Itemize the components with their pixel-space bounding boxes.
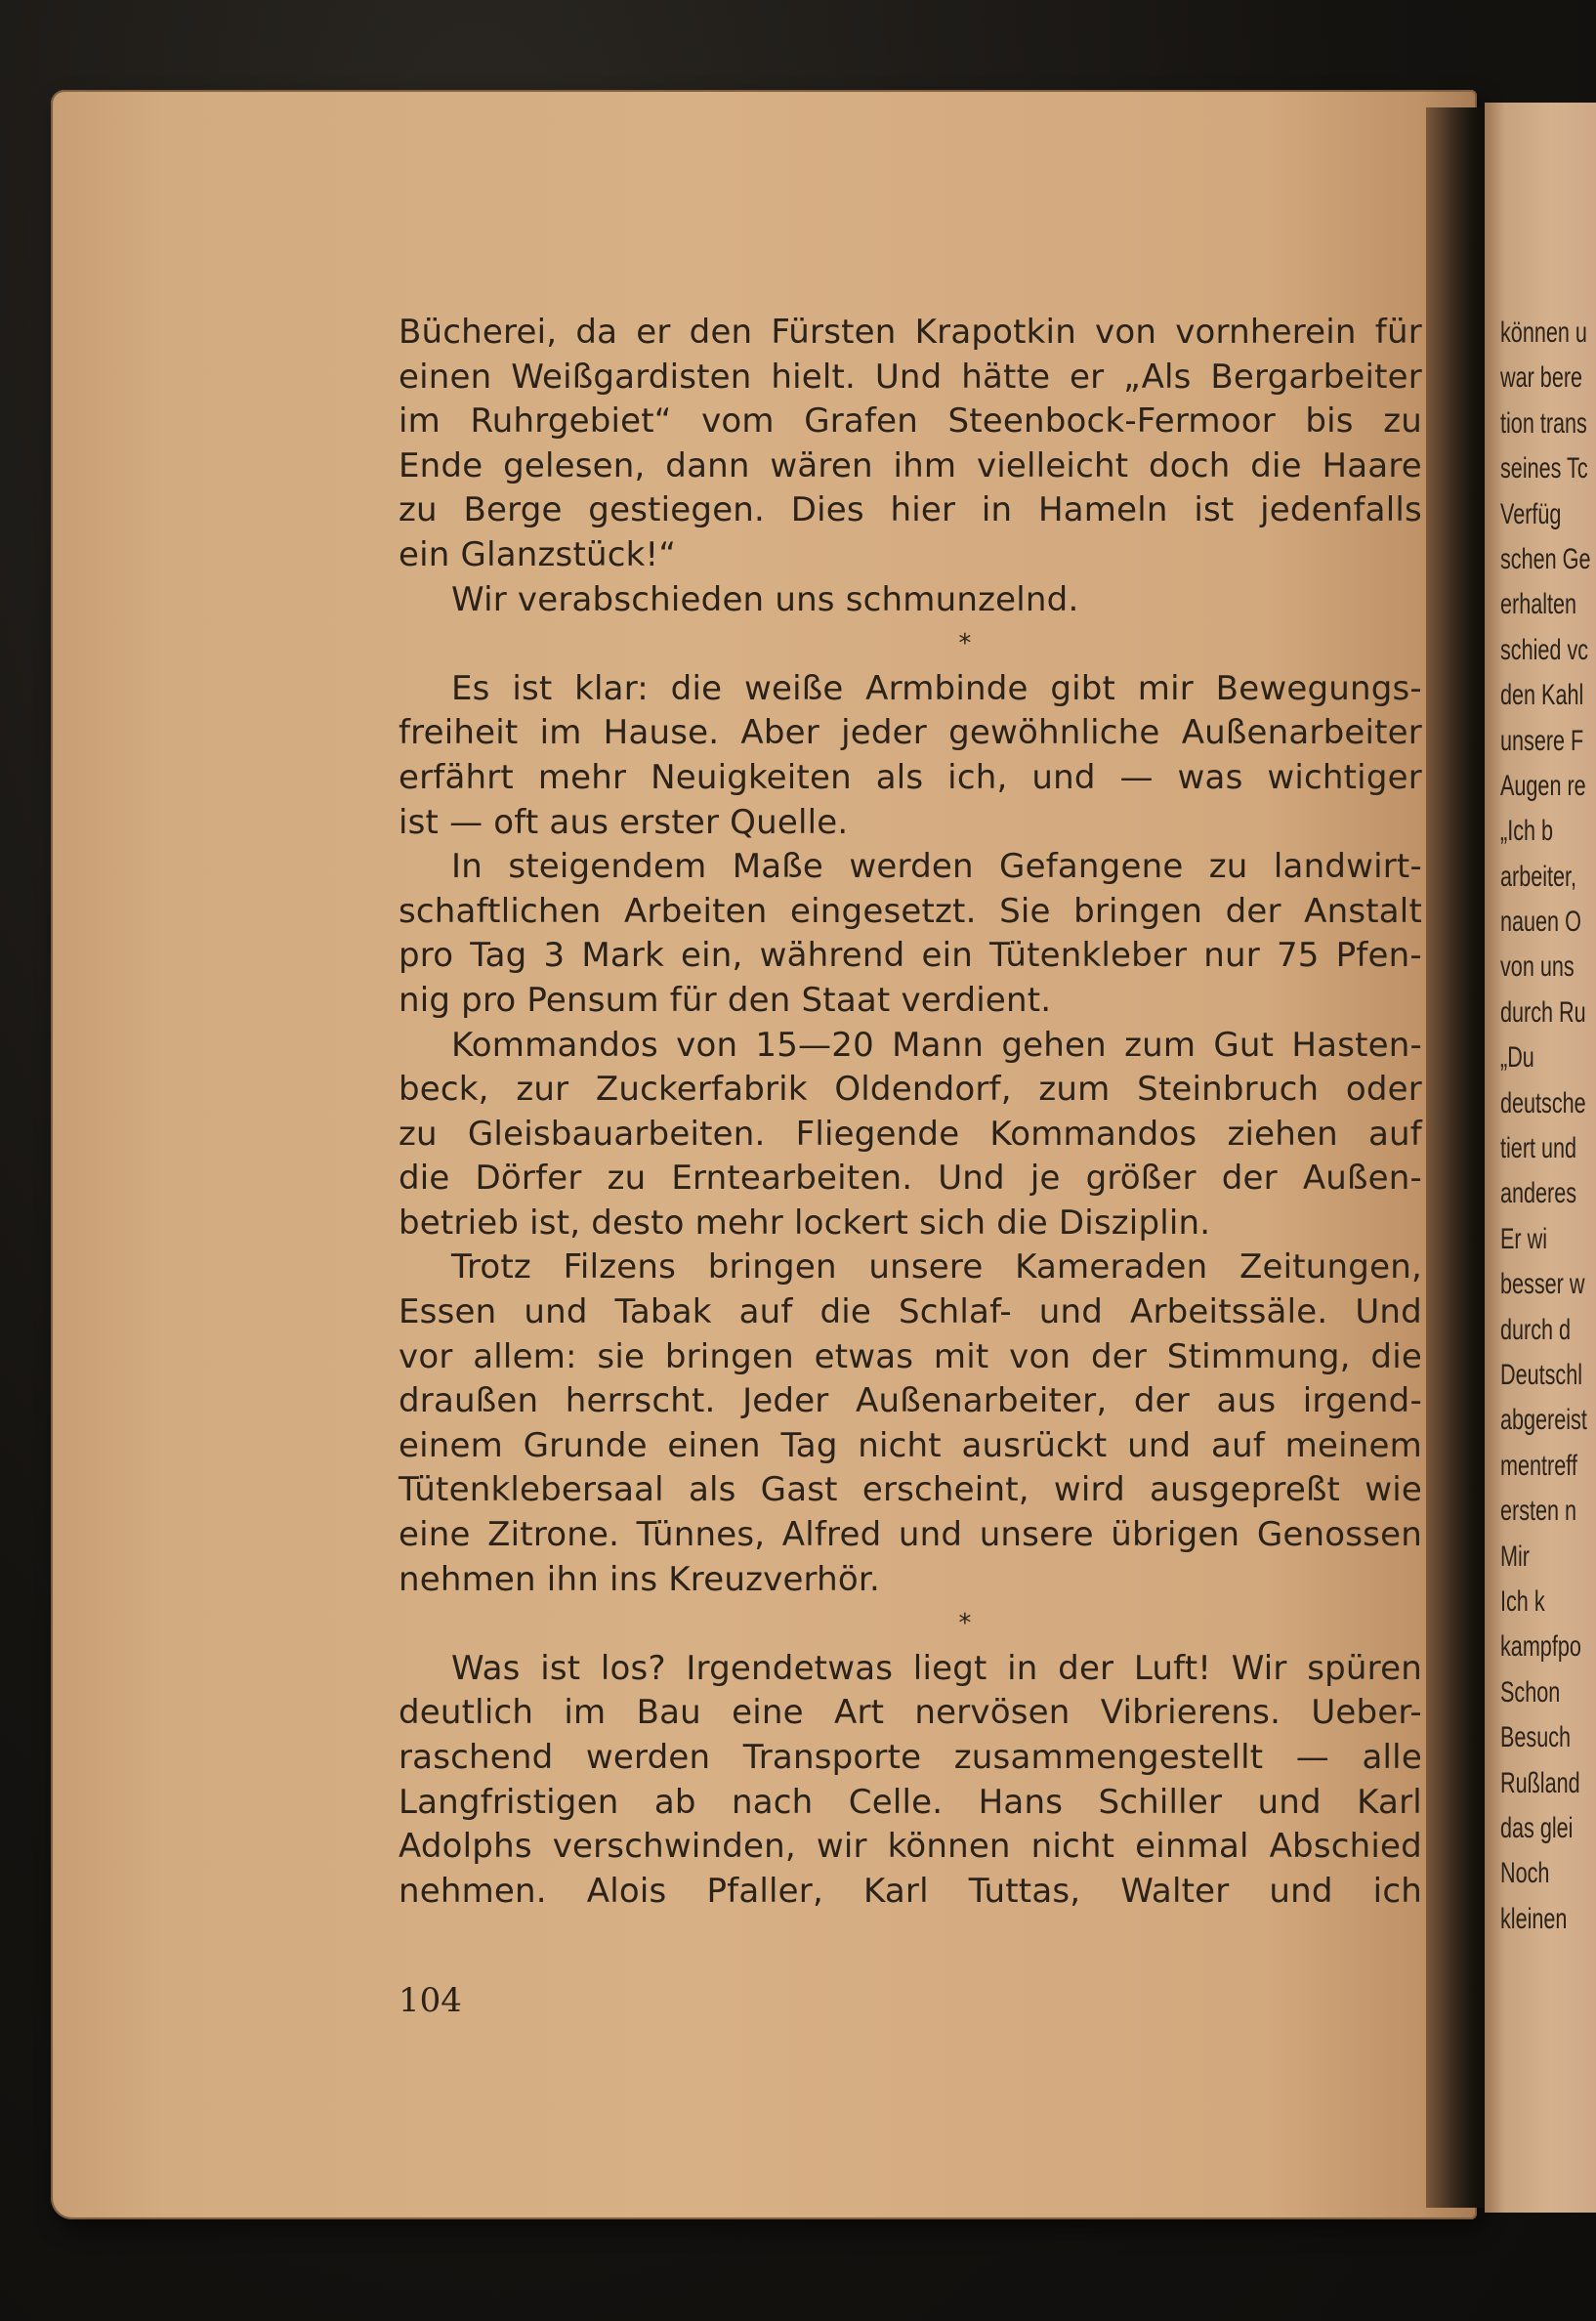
text-line: Was ist los? Irgendetwas liegt in der Luft! Wir spüren xyxy=(451,1648,1422,1688)
facing-page-line: das glei xyxy=(1500,1811,1574,1844)
facing-page-line: Noch xyxy=(1500,1857,1550,1890)
facing-page-line: „Du xyxy=(1500,1041,1534,1075)
facing-page-line: tiert und xyxy=(1500,1132,1577,1165)
facing-page-text xyxy=(1500,311,1591,1942)
text-line: erfährt mehr Neuigkeiten als ich, und — was wichtiger xyxy=(399,757,1422,797)
text-line: nig pro Pensum für den Staat verdient. xyxy=(399,980,1052,1020)
facing-page-line: nauen O xyxy=(1500,906,1581,939)
facing-page-line: Schon xyxy=(1500,1675,1561,1709)
facing-page-line: erhalten xyxy=(1500,588,1577,621)
text-line: betrieb ist, desto mehr lockert sich die Disziplin. xyxy=(399,1203,1211,1243)
facing-page-line: schen Ge xyxy=(1500,542,1591,575)
facing-page-line: Deutschl xyxy=(1500,1358,1583,1391)
facing-page-line: den Kahl xyxy=(1500,679,1584,712)
facing-page-line: können u xyxy=(1500,316,1587,349)
facing-page-line: durch d xyxy=(1500,1313,1572,1346)
section-separator: * xyxy=(958,629,972,659)
text-line: die Dörfer zu Erntearbeiten. Und je größer der Außen- xyxy=(399,1159,1422,1199)
text-line: einem Grunde einen Tag nicht ausrückt und auf meinem xyxy=(399,1425,1422,1465)
text-line: einen Weißgardisten hielt. Und hätte er „Als Bergarbeiter xyxy=(399,357,1422,397)
text-line: zu Gleisbauarbeiten. Fliegende Kommandos ziehen auf xyxy=(399,1114,1422,1154)
facing-page-line: kampfpo xyxy=(1500,1630,1581,1664)
text-line: Bücherei, da er den Fürsten Krapotkin von vornherein für xyxy=(399,313,1422,352)
facing-page-line: seines Tc xyxy=(1500,452,1588,485)
text-line: beck, zur Zuckerfabrik Oldendorf, zum Steinbruch oder xyxy=(399,1070,1422,1110)
text-line: draußen herrscht. Jeder Außenarbeiter, der aus irgend- xyxy=(399,1381,1422,1421)
text-line: In steigendem Maße werden Gefangene zu landwirt- xyxy=(451,847,1422,887)
text-line: raschend werden Transporte zusammengestellt — alle xyxy=(399,1738,1422,1777)
text-line: schaftlichen Arbeiten eingesetzt. Sie bringen der Anstalt xyxy=(399,891,1422,931)
facing-page-line: war bere xyxy=(1500,361,1583,395)
facing-page-line: schied vc xyxy=(1500,633,1589,666)
facing-page-line: anderes xyxy=(1500,1177,1577,1210)
text-line: Wir verabschieden uns schmunzelnd. xyxy=(451,579,1079,619)
facing-page-line: besser w xyxy=(1500,1268,1585,1301)
text-line: Adolphs verschwinden, wir können nicht einmal Abschied xyxy=(399,1827,1422,1867)
page-number: 104 xyxy=(399,1981,462,2020)
section-separator: * xyxy=(958,1609,972,1639)
facing-page-line: Ich k xyxy=(1500,1584,1545,1618)
facing-page-line: durch Ru xyxy=(1500,995,1586,1029)
text-line: nehmen. Alois Pfaller, Karl Tuttas, Walter und ich xyxy=(399,1871,1422,1911)
facing-page-line: deutsche xyxy=(1500,1086,1586,1119)
facing-page-line: Verfüg xyxy=(1500,497,1562,530)
text-line: zu Berge gestiegen. Dies hier in Hameln ist jedenfalls xyxy=(399,490,1422,530)
text-line: deutlich im Bau eine Art nervösen Vibrierens. Ueber- xyxy=(399,1693,1422,1733)
text-line: Es ist klar: die weiße Armbinde gibt mir Bewegungs- xyxy=(451,668,1422,708)
text-line: Kommandos von 15—20 Mann gehen zum Gut Hasten- xyxy=(451,1025,1422,1065)
text-line: Trotz Filzens bringen unsere Kameraden Zeitungen, xyxy=(451,1247,1422,1287)
text-line: ist — oft aus erster Quelle. xyxy=(399,802,849,842)
facing-page-line: Rußland xyxy=(1500,1766,1580,1799)
text-line: im Ruhrgebiet“ vom Grafen Steenbock-Fermoor bis zu xyxy=(399,401,1422,442)
text-line: eine Zitrone. Tünnes, Alfred und unsere übrigen Genossen xyxy=(399,1515,1422,1555)
text-line: nehmen ihn ins Kreuzverhör. xyxy=(399,1559,880,1599)
facing-page-line: ersten n xyxy=(1500,1495,1577,1528)
text-line: Ende gelesen, dann wären ihm vielleicht doch die Haare xyxy=(399,445,1422,485)
facing-page-line: tion trans xyxy=(1500,406,1587,440)
facing-page-line: Besuch xyxy=(1500,1721,1572,1754)
text-line: freiheit im Hause. Aber jeder gewöhnliche Außenarbeiter xyxy=(399,713,1422,753)
text-line: vor allem: sie bringen etwas mit von der Stimmung, die xyxy=(399,1336,1422,1376)
facing-page-line: arbeiter, xyxy=(1500,860,1577,893)
text-line: ein Glanzstück!“ xyxy=(399,534,677,574)
facing-page-line: Augen re xyxy=(1500,769,1586,802)
text-line: Essen und Tabak auf die Schlaf- und Arbeitssäle. Und xyxy=(399,1292,1422,1332)
facing-page-line: Mir xyxy=(1500,1540,1530,1573)
facing-page-line: von uns xyxy=(1500,950,1575,984)
facing-page-line: Er wi xyxy=(1500,1222,1548,1255)
facing-page-line: mentreff xyxy=(1500,1449,1577,1482)
text-line: pro Tag 3 Mark ein, während ein Tütenkleber nur 75 Pfen- xyxy=(399,936,1422,976)
facing-page-line: abgereist xyxy=(1500,1404,1587,1437)
page-body-text xyxy=(399,311,1422,1914)
text-line: Langfristigen ab nach Celle. Hans Schiller und Karl xyxy=(399,1782,1422,1822)
facing-page-line: „Ich b xyxy=(1500,815,1554,848)
facing-page-line: kleinen xyxy=(1500,1902,1568,1935)
facing-page-line: unsere F xyxy=(1500,724,1584,757)
text-line: Tütenklebersaal als Gast erscheint, wird ausgepreßt wie xyxy=(399,1470,1422,1510)
